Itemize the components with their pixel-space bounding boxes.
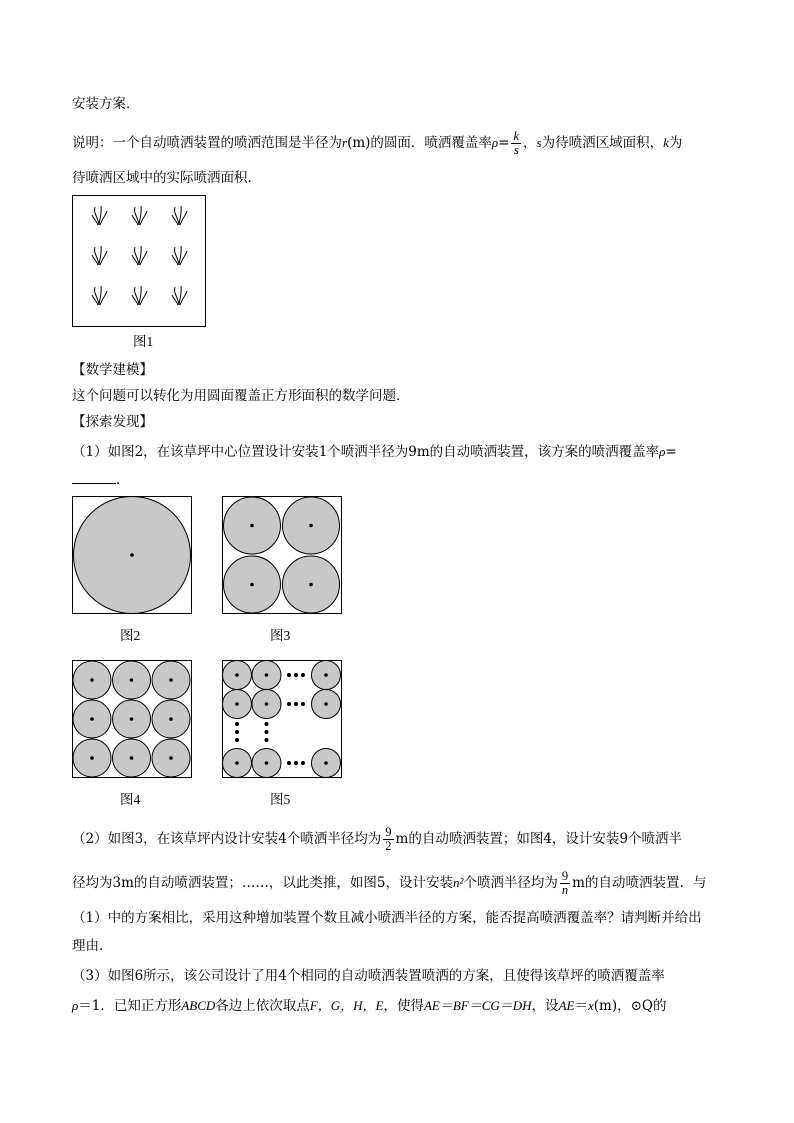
ellipsis-dot: [235, 730, 239, 734]
var-n-squared: n²: [452, 875, 464, 890]
ellipsis-dot: [287, 673, 291, 677]
nine-over-two-fraction: [383, 826, 393, 853]
q2-text-7: 个喷洒半径均为: [463, 875, 558, 891]
q2-three-m: 3m: [112, 875, 134, 891]
model-text: 这个问题可以转化为用圆面覆盖正方形面积的数学问题．: [72, 388, 410, 404]
var-x: x: [587, 998, 594, 1013]
fig5-sprinkler-circle-dot: [324, 702, 328, 706]
ellipsis-dot: [301, 673, 305, 677]
frac-den-s: s: [513, 143, 519, 157]
q2-line-3: [72, 908, 702, 928]
figure-4: [72, 660, 192, 778]
frac-num-k: k: [513, 129, 520, 143]
fig5-sprinkler-circle-dot: [235, 702, 239, 706]
frac-num-9: 9: [385, 825, 392, 839]
ellipsis-dot: [294, 673, 298, 677]
frac-den-n: n: [561, 883, 569, 897]
ellipsis-dot: [301, 702, 305, 706]
q2-nine: 9: [619, 831, 629, 847]
fig4-sprinkler-circle-dot: [90, 678, 94, 682]
q3-equals: ＝: [574, 998, 588, 1014]
figure-2: [72, 496, 192, 614]
ellipsis-dot: [265, 722, 269, 726]
q3-text-2: 个相同的自动喷洒装置喷洒的方案，且使得该草坪的喷洒覆盖率: [286, 968, 665, 984]
nine-over-n-fraction: [560, 870, 570, 897]
fig5-sprinkler-circle-dot: [265, 673, 269, 677]
fig4-sprinkler-circle-dot: [130, 717, 134, 721]
frac-num-9b: 9: [561, 869, 569, 883]
fig4-circles: [73, 661, 190, 777]
q1-line: [72, 442, 677, 462]
fig4-sprinkler-circle-dot: [90, 756, 94, 760]
q1-nine-m: 9m: [408, 444, 430, 460]
q3-text-5: ，使得: [383, 998, 424, 1014]
note-text-5: 待喷洒区域中的实际喷洒面积．: [72, 170, 261, 186]
fig4-sprinkler-circle-dot: [130, 678, 134, 682]
q1-text-1: （1）如图2，在该草坪中心位置设计安装: [72, 444, 319, 460]
note-text-3: 为待喷洒区域面积，: [541, 135, 664, 151]
q1-rho: ρ: [659, 444, 666, 459]
note-text-2: (m)的圆面．喷洒覆盖率: [347, 135, 492, 151]
fig4-sprinkler-circle-dot: [169, 756, 173, 760]
q2-text-8: 的自动喷洒装置．与: [584, 875, 707, 891]
figure-1-lawn: [72, 195, 206, 327]
intro-line: [72, 94, 140, 114]
ellipsis-dot: [235, 722, 239, 726]
var-fghe: F，G，H，E: [309, 998, 384, 1013]
q1-text-2: 个喷洒半径为: [327, 444, 409, 460]
unit-m: m: [395, 831, 409, 847]
k-over-s-fraction: [511, 130, 521, 157]
q2-text-1: （2）如图3，在该草坪内设计安装: [72, 831, 279, 847]
ellipsis-dot: [301, 761, 305, 765]
fig5-sprinkler-circle-dot: [324, 673, 328, 677]
ellipsis-dot: [294, 702, 298, 706]
q2-four: 4: [278, 831, 287, 847]
fig5-sprinkler-circle-dot: [265, 761, 269, 765]
q3-rho: ρ: [72, 998, 79, 1013]
frac-den-2: 2: [385, 839, 392, 853]
fig1-caption: 图1: [133, 334, 154, 349]
q2-text-3: 的自动喷洒装置；如图4，设计安装: [408, 831, 620, 847]
var-abcd: ABCD: [181, 998, 216, 1013]
q3-text-6: ，设: [531, 998, 559, 1014]
q1-answer-line: [72, 470, 130, 490]
q3-four: 4: [278, 968, 287, 984]
fig5-sprinkler-circle-dot: [265, 702, 269, 706]
fig4-sprinkler-circle-dot: [169, 678, 173, 682]
fig3-sprinkler-circle-dot: [250, 583, 254, 587]
q2-text-10: 理由．: [72, 938, 113, 954]
q2-text-9: （1）中的方案相比，采用这种增加装置个数且减小喷洒半径的方案，能否提高喷洒覆盖率？请判断并给出: [72, 910, 702, 926]
fig3-sprinkler-circle-dot: [250, 524, 254, 528]
explore-heading: 【探索发现】: [72, 414, 153, 430]
q3-text-8: 的: [652, 998, 667, 1014]
q2-text-4: 个喷洒半: [628, 831, 683, 847]
figure-5: [222, 660, 342, 778]
ellipsis-dot: [294, 761, 298, 765]
q2-line-4: [72, 936, 113, 956]
fig5-caption: 图5: [270, 792, 291, 807]
fig4-sprinkler-circle-dot: [90, 717, 94, 721]
ellipsis-dot: [287, 761, 291, 765]
ellipsis-dot: [265, 730, 269, 734]
q2-line-1: [72, 826, 682, 853]
q1-one: 1: [318, 444, 328, 460]
intro-text: 安装方案．: [72, 96, 140, 112]
q3-text-3: ＝1．已知正方形: [78, 998, 182, 1014]
explore-head-line: [72, 412, 153, 432]
note-line: [72, 130, 682, 157]
model-text-line: [72, 386, 410, 406]
q3-line-2: [72, 996, 666, 1016]
var-rho: ρ: [491, 135, 499, 150]
note-text-4: 为: [668, 135, 683, 151]
fig3-sprinkler-circle-dot: [309, 524, 313, 528]
fig3-caption: 图3: [270, 628, 291, 643]
fig2-caption: 图2: [120, 628, 141, 643]
equals-sign: =: [498, 135, 510, 151]
q1-period: ．: [116, 472, 130, 488]
model-heading: 【数学建模】: [72, 362, 153, 378]
model-head-line: [72, 360, 153, 380]
fig3-sprinkler-circle-dot: [309, 583, 313, 587]
var-k: k: [663, 135, 669, 150]
ellipsis-dot: [235, 738, 239, 742]
var-r: r: [342, 135, 348, 150]
answer-blank[interactable]: [72, 471, 116, 484]
fig4-sprinkler-circle-dot: [169, 717, 173, 721]
q1-equals: =: [665, 444, 677, 460]
q2-line-2: [72, 870, 706, 897]
q1-text-3: 的自动喷洒装置，该方案的喷洒覆盖率: [429, 444, 660, 460]
fig5-sprinkler-circle-dot: [235, 761, 239, 765]
q2-text-2: 个喷洒半径均为: [286, 831, 382, 847]
q2-text-5: 径均为: [72, 875, 113, 891]
fig5-sprinkler-circle-dot: [235, 673, 239, 677]
var-equalities: AE＝BF＝CG＝DH: [423, 998, 532, 1013]
q3-text-4: 各边上依次取点: [215, 998, 310, 1014]
figure-3: [222, 496, 342, 614]
fig4-caption: 图4: [120, 792, 141, 807]
comma: ，: [523, 135, 537, 151]
circle-q: ⊙Q: [630, 998, 653, 1014]
var-s: s: [536, 135, 542, 150]
fig4-sprinkler-circle-dot: [130, 756, 134, 760]
note-text-1: 说明：一个自动喷洒装置的喷洒范围是半径为: [72, 135, 342, 151]
ellipsis-dot: [265, 738, 269, 742]
q3-line-1: [72, 966, 665, 986]
fig2-center-dot: [130, 553, 134, 557]
q3-text-7: (m)，: [593, 998, 631, 1014]
unit-m-2: m: [572, 875, 585, 891]
q2-text-6: 的自动喷洒装置；……，以此类推，如图5，设计安装: [133, 875, 453, 891]
ellipsis-dot: [287, 702, 291, 706]
var-ae: AE: [558, 998, 575, 1013]
fig5-sprinkler-circle-dot: [324, 761, 328, 765]
q3-text-1: （3）如图6所示，该公司设计了用: [72, 968, 279, 984]
note-line-2: [72, 168, 261, 188]
